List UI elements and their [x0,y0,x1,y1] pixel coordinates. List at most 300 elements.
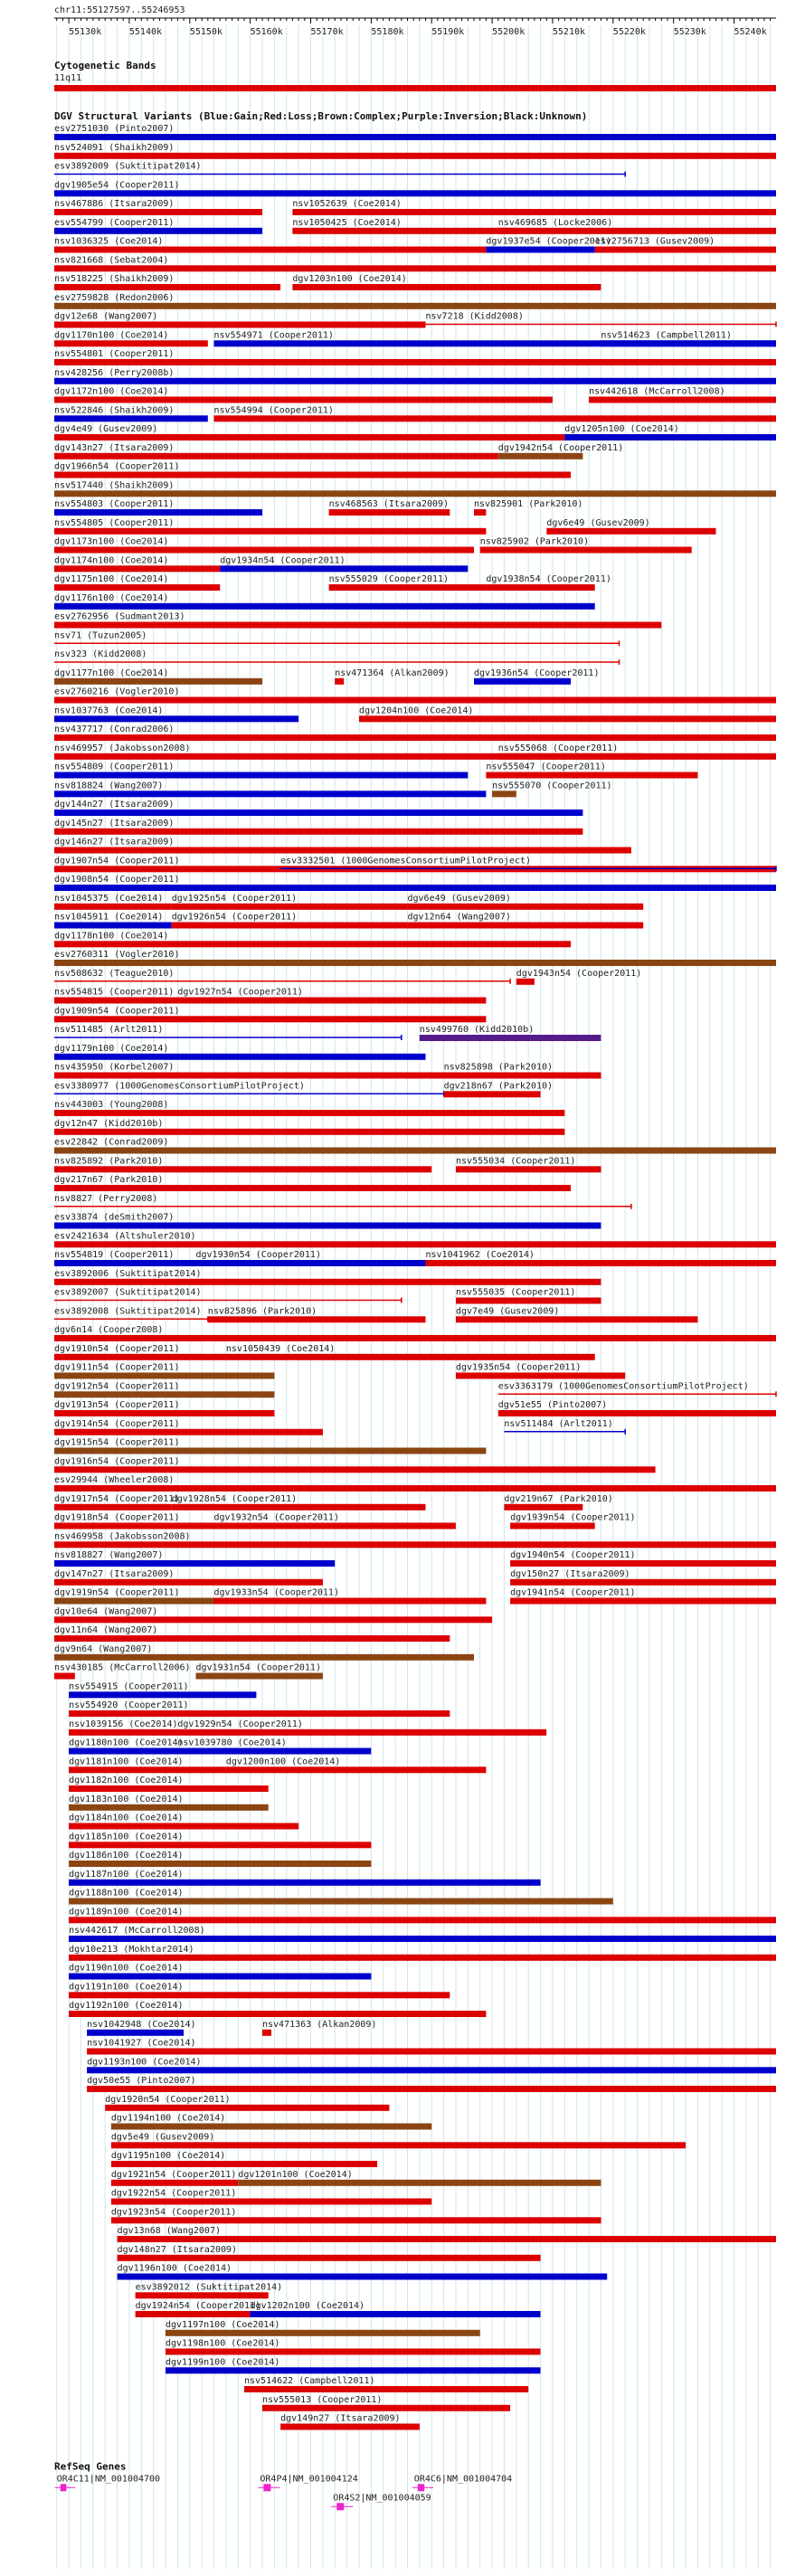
variant-bar[interactable] [177,1729,546,1736]
variant-label[interactable]: dgv10e213 (Mokhtar2014) [69,1944,194,1955]
variant-bar[interactable] [54,1410,274,1416]
variant-bar[interactable] [54,153,776,159]
variant-bar[interactable] [54,885,776,891]
variant-label[interactable]: dgv143n27 (Itsara2009) [54,442,175,453]
variant-bar[interactable] [408,923,644,929]
variant-label[interactable]: esv2751030 (Pinto2007) [54,124,175,134]
variant-label[interactable]: dgv1913n54 (Cooper2011) [54,1400,180,1410]
variant-bar[interactable] [54,678,262,685]
variant-label[interactable]: dgv1185n100 (Coe2014) [69,1832,184,1842]
gene-exon[interactable] [263,2484,270,2491]
variant-bar[interactable] [111,2180,238,2186]
variant-label[interactable]: esv3332501 (1000GenomesConsortiumPilotProject) [280,856,532,867]
variant-bar[interactable] [54,734,776,741]
variant-bar[interactable] [69,1842,371,1848]
variant-bar[interactable] [54,1560,335,1567]
variant-bar[interactable] [54,1485,776,1492]
variant-bar[interactable] [54,322,426,328]
variant-label[interactable]: esv29944 (Wheeler2008) [54,1475,175,1485]
variant-bar[interactable] [510,1523,595,1530]
variant-bar[interactable] [54,340,208,346]
variant-label[interactable]: dgv1939n54 (Cooper2011) [510,1512,636,1523]
variant-label[interactable]: dgv1911n54 (Cooper2011) [54,1362,180,1373]
variant-bar[interactable] [69,1917,776,1923]
variant-bar[interactable] [486,247,594,253]
variant-label[interactable]: dgv148n27 (Itsara2009) [117,2244,238,2255]
variant-label[interactable]: nsv554971 (Cooper2011) [213,330,334,341]
variant-label[interactable]: nsv71 (Tuzun2005) [54,630,147,641]
variant-bar[interactable] [54,472,571,478]
variant-bar[interactable] [280,2424,420,2430]
variant-label[interactable]: nsv554801 (Cooper2011) [54,349,175,359]
variant-bar[interactable] [456,1166,601,1172]
variant-bar[interactable] [54,528,486,535]
variant-bar[interactable] [54,415,208,421]
variant-label[interactable]: dgv146n27 (Itsara2009) [54,837,175,848]
variant-label[interactable]: dgv1203n100 (Coe2014) [292,274,407,284]
variant-bar[interactable] [54,622,661,629]
variant-bar[interactable] [456,1373,625,1379]
variant-bar[interactable] [54,791,486,797]
variant-label[interactable]: nsv514622 (Campbell2011) [244,2376,375,2386]
variant-bar[interactable] [214,415,777,421]
variant-label[interactable]: dgv1934n54 (Cooper2011) [220,555,346,566]
gene-label[interactable]: OR4P4|NM_001004124 [260,2474,358,2485]
variant-bar[interactable] [54,190,776,196]
variant-label[interactable]: nsv469685 (Locke2006) [497,217,613,228]
variant-bar[interactable] [408,904,644,910]
variant-label[interactable]: dgv1202n100 (Coe2014) [250,2301,365,2311]
variant-label[interactable]: nsv437717 (Conrad2006) [54,724,175,734]
variant-label[interactable]: dgv1926n54 (Cooper2011) [171,912,298,923]
variant-label[interactable]: dgv12e68 (Wang2007) [54,311,158,322]
variant-label[interactable]: esv3892007 (Suktitipat2014) [54,1287,202,1298]
variant-bar[interactable] [456,1298,601,1304]
variant-label[interactable]: dgv1188n100 (Coe2014) [69,1888,184,1899]
variant-label[interactable]: dgv4e49 (Gusev2009) [54,424,158,434]
variant-bar[interactable] [54,209,262,215]
variant-label[interactable]: nsv554819 (Cooper2011) [54,1250,175,1260]
variant-bar[interactable] [69,1823,298,1830]
variant-label[interactable]: dgv145n27 (Itsara2009) [54,818,175,829]
variant-bar[interactable] [54,998,177,1004]
variant-bar[interactable] [54,434,564,440]
variant-label[interactable]: nsv443003 (Young2008) [54,1100,169,1110]
variant-label[interactable]: dgv219n67 (Park2010) [504,1493,613,1504]
variant-label[interactable]: dgv12n64 (Wang2007) [407,912,511,923]
variant-label[interactable]: esv33874 (deSmith2007) [54,1212,175,1223]
variant-label[interactable]: nsv1041927 (Coe2014) [87,2038,196,2049]
variant-bar[interactable] [118,2255,541,2261]
variant-bar[interactable] [166,2330,480,2336]
variant-label[interactable]: dgv11n64 (Wang2007) [54,1625,158,1635]
variant-bar[interactable] [54,378,776,384]
variant-label[interactable]: nsv430185 (McCarroll2006) [54,1662,191,1673]
variant-bar[interactable] [226,1354,595,1360]
variant-bar[interactable] [214,1523,456,1530]
variant-bar[interactable] [54,715,298,722]
variant-label[interactable]: nsv1039156 (Coe2014) [69,1719,178,1729]
variant-bar[interactable] [474,678,571,685]
variant-label[interactable]: esv2760311 (Vogler2010) [54,950,180,960]
variant-label[interactable]: dgv1200n100 (Coe2014) [225,1757,341,1767]
variant-label[interactable]: dgv1917n54 (Cooper2011) [54,1493,180,1504]
variant-bar[interactable] [238,2180,601,2186]
variant-bar[interactable] [166,2349,541,2355]
variant-label[interactable]: nsv554915 (Cooper2011) [69,1681,189,1692]
variant-bar[interactable] [564,434,776,440]
variant-label[interactable]: nsv468563 (Itsara2009) [328,499,450,509]
variant-label[interactable]: dgv10e64 (Wang2007) [54,1606,158,1617]
variant-bar[interactable] [54,359,776,365]
variant-bar[interactable] [54,1504,172,1511]
variant-label[interactable]: dgv13n68 (Wang2007) [117,2226,221,2236]
variant-bar[interactable] [87,2049,776,2055]
variant-label[interactable]: dgv1196n100 (Coe2014) [117,2263,232,2274]
variant-label[interactable]: nsv471363 (Alkan2009) [262,2019,377,2030]
variant-label[interactable]: nsv555047 (Cooper2011) [486,762,606,772]
variant-bar[interactable] [54,923,172,929]
variant-label[interactable]: dgv1181n100 (Coe2014) [69,1757,184,1767]
variant-label[interactable]: nsv555070 (Cooper2011) [492,781,612,791]
variant-label[interactable]: nsv1039780 (Coe2014) [177,1738,287,1748]
variant-label[interactable]: dgv7e49 (Gusev2009) [456,1306,560,1317]
variant-label[interactable]: nsv825902 (Park2010) [479,536,590,547]
variant-label[interactable]: dgv1927n54 (Cooper2011) [177,987,303,998]
variant-label[interactable]: nsv1045911 (Coe2014) [54,912,164,923]
variant-label[interactable]: dgv150n27 (Itsara2009) [510,1568,630,1579]
variant-label[interactable]: esv2759828 (Redon2006) [54,292,175,303]
variant-label[interactable]: dgv5e49 (Gusev2009) [110,2132,215,2143]
variant-label[interactable]: nsv825896 (Park2010) [207,1306,317,1317]
variant-bar[interactable] [54,303,776,309]
variant-label[interactable]: nsv821668 (Sebat2004) [54,255,169,266]
variant-bar[interactable] [54,829,582,835]
variant-bar[interactable] [208,1316,426,1322]
variant-label[interactable]: dgv1199n100 (Coe2014) [166,2357,280,2368]
variant-label[interactable]: esv3892009 (Suktitipat2014) [54,161,202,172]
variant-bar[interactable] [54,1466,656,1473]
variant-bar[interactable] [54,1354,226,1360]
variant-bar[interactable] [54,490,776,497]
variant-label[interactable]: dgv50e55 (Pinto2007) [87,2076,196,2086]
variant-bar[interactable] [54,1110,564,1116]
variant-bar[interactable] [177,998,486,1004]
variant-label[interactable]: nsv554815 (Cooper2011) [54,987,175,998]
variant-label[interactable]: nsv554803 (Cooper2011) [54,499,175,509]
variant-bar[interactable] [69,1880,541,1886]
variant-bar[interactable] [262,2405,510,2411]
variant-label[interactable]: dgv1925n54 (Cooper2011) [171,893,298,904]
variant-bar[interactable] [359,715,776,722]
variant-label[interactable]: dgv1940n54 (Cooper2011) [510,1550,636,1560]
variant-label[interactable]: nsv1036325 (Coe2014) [54,236,164,247]
variant-bar[interactable] [69,1710,450,1717]
variant-label[interactable]: dgv1908n54 (Cooper2011) [54,875,180,885]
variant-label[interactable]: dgv1907n54 (Cooper2011) [54,856,180,867]
variant-label[interactable]: dgv1204n100 (Coe2014) [359,706,474,716]
variant-bar[interactable] [118,2274,608,2280]
variant-label[interactable]: dgv1176n100 (Coe2014) [54,592,169,603]
variant-bar[interactable] [54,1654,474,1661]
variant-bar[interactable] [292,209,776,215]
gene-label[interactable]: OR4C11|NM_001004700 [56,2474,161,2485]
variant-bar[interactable] [510,1579,776,1586]
variant-label[interactable]: esv3892006 (Suktitipat2014) [54,1268,202,1279]
variant-bar[interactable] [54,1635,450,1642]
variant-label[interactable]: dgv1186n100 (Coe2014) [69,1851,184,1861]
variant-bar[interactable] [87,2030,184,2036]
variant-bar[interactable] [54,1129,564,1135]
variant-label[interactable]: dgv1936n54 (Cooper2011) [474,668,600,678]
variant-label[interactable]: nsv499760 (Kidd2010b) [419,1025,535,1035]
variant-bar[interactable] [474,509,486,516]
variant-bar[interactable] [54,1335,776,1341]
variant-label[interactable]: dgv6n14 (Cooper2008) [54,1325,164,1335]
variant-bar[interactable] [166,2367,541,2373]
variant-label[interactable]: nsv1042948 (Coe2014) [87,2019,196,2030]
variant-label[interactable]: dgv1175n100 (Coe2014) [54,574,169,584]
variant-label[interactable]: nsv442617 (McCarroll2008) [69,1926,205,1936]
variant-label[interactable]: nsv467886 (Itsara2009) [54,199,175,209]
variant-bar[interactable] [329,584,487,591]
variant-bar[interactable] [54,1016,486,1022]
variant-bar[interactable] [54,547,474,554]
variant-label[interactable]: nsv555013 (Cooper2011) [262,2394,383,2405]
variant-label[interactable]: dgv1198n100 (Coe2014) [166,2338,280,2349]
variant-label[interactable]: dgv1915n54 (Cooper2011) [54,1437,180,1448]
variant-label[interactable]: dgv1937e54 (Cooper2011) [486,236,611,247]
variant-label[interactable]: dgv1932n54 (Cooper2011) [213,1512,339,1523]
variant-bar[interactable] [426,1260,777,1266]
variant-label[interactable]: nsv825892 (Park2010) [54,1156,164,1167]
variant-bar[interactable] [54,265,776,271]
variant-bar[interactable] [480,547,692,554]
variant-bar[interactable] [54,247,486,253]
variant-bar[interactable] [486,584,594,591]
variant-label[interactable]: dgv1923n54 (Cooper2011) [110,2207,237,2218]
variant-label[interactable]: nsv554809 (Cooper2011) [54,762,175,772]
variant-label[interactable]: dgv6e49 (Gusev2009) [546,517,650,528]
variant-label[interactable]: nsv323 (Kidd2008) [54,649,147,659]
variant-label[interactable]: esv22842 (Conrad2009) [54,1137,169,1148]
variant-label[interactable]: dgv1935n54 (Cooper2011) [456,1362,582,1373]
variant-bar[interactable] [54,1616,492,1623]
variant-label[interactable]: dgv1916n54 (Cooper2011) [54,1456,180,1467]
variant-label[interactable]: nsv818827 (Wang2007) [54,1550,164,1560]
variant-bar[interactable] [172,904,408,910]
variant-bar[interactable] [196,1260,426,1266]
variant-label[interactable]: dgv1201n100 (Coe2014) [238,2169,353,2180]
variant-bar[interactable] [136,2311,251,2317]
variant-bar[interactable] [54,134,776,140]
variant-bar[interactable] [69,1861,371,1867]
variant-label[interactable]: dgv1914n54 (Cooper2011) [54,1418,180,1429]
variant-label[interactable]: dgv1170n100 (Coe2014) [54,330,169,341]
gene-label[interactable]: OR4C6|NM_001004704 [413,2474,513,2485]
variant-bar[interactable] [54,697,776,704]
variant-bar[interactable] [498,228,776,234]
variant-bar[interactable] [546,528,715,535]
variant-label[interactable]: dgv1189n100 (Coe2014) [69,1907,184,1918]
variant-label[interactable]: nsv555035 (Cooper2011) [456,1287,576,1298]
variant-label[interactable]: nsv435950 (Korbel2007) [54,1062,175,1073]
variant-bar[interactable] [69,1729,177,1736]
variant-label[interactable]: nsv428256 (Perry2008b) [54,367,175,378]
variant-label[interactable]: nsv825901 (Park2010) [474,499,583,509]
variant-label[interactable]: dgv1928n54 (Cooper2011) [171,1493,298,1504]
variant-bar[interactable] [486,772,697,779]
variant-label[interactable]: esv3363179 (1000GenomesConsortiumPilotProject) [497,1381,749,1392]
variant-bar[interactable] [329,509,450,516]
variant-bar[interactable] [444,1091,541,1097]
variant-label[interactable]: dgv1193n100 (Coe2014) [87,2057,202,2068]
variant-label[interactable]: dgv1931n54 (Cooper2011) [195,1662,321,1673]
variant-bar[interactable] [69,1785,269,1792]
variant-label[interactable]: dgv1919n54 (Cooper2011) [54,1587,180,1598]
variant-bar[interactable] [510,1598,776,1605]
variant-bar[interactable] [516,979,535,985]
variant-bar[interactable] [54,509,262,516]
variant-label[interactable]: dgv1205n100 (Coe2014) [564,424,679,434]
variant-label[interactable]: nsv818824 (Wang2007) [54,781,164,791]
variant-label[interactable]: dgv1943n54 (Cooper2011) [516,968,642,979]
variant-bar[interactable] [54,397,553,403]
variant-bar[interactable] [54,848,631,854]
variant-label[interactable]: nsv555034 (Cooper2011) [456,1156,576,1167]
variant-bar[interactable] [69,1974,371,1980]
variant-label[interactable]: dgv144n27 (Itsara2009) [54,800,175,810]
variant-label[interactable]: dgv1192n100 (Coe2014) [69,2001,184,2011]
variant-bar[interactable] [69,1899,613,1905]
variant-label[interactable]: nsv522846 (Shaikh2009) [54,405,175,416]
variant-bar[interactable] [111,2217,601,2223]
variant-bar[interactable] [54,1223,601,1229]
variant-label[interactable]: dgv1179n100 (Coe2014) [54,1043,169,1054]
variant-bar[interactable] [54,584,220,591]
variant-label[interactable]: nsv8827 (Perry2008) [54,1193,158,1204]
variant-label[interactable]: dgv1183n100 (Coe2014) [69,1794,184,1804]
variant-bar[interactable] [226,1766,487,1773]
variant-label[interactable]: dgv1195n100 (Coe2014) [110,2151,226,2161]
variant-label[interactable]: dgv1918n54 (Cooper2011) [54,1512,180,1523]
variant-bar[interactable] [111,2142,686,2148]
variant-label[interactable]: esv3892008 (Suktitipat2014) [54,1306,202,1317]
variant-bar[interactable] [54,603,595,610]
variant-bar[interactable] [54,1391,274,1397]
variant-label[interactable]: nsv511485 (Arlt2011) [54,1025,164,1035]
variant-label[interactable]: dgv149n27 (Itsara2009) [280,2413,401,2424]
variant-label[interactable]: dgv1190n100 (Coe2014) [69,1963,184,1974]
gene-exon[interactable] [61,2484,67,2491]
gene-feature[interactable] [331,2493,431,2510]
variant-label[interactable]: dgv1922n54 (Cooper2011) [110,2188,237,2199]
gene-exon[interactable] [418,2484,424,2491]
variant-bar[interactable] [54,1523,214,1530]
variant-bar[interactable] [498,1410,776,1416]
variant-label[interactable]: dgv12n47 (Kidd2010b) [54,1118,164,1129]
variant-bar[interactable] [69,1992,450,1998]
variant-label[interactable]: nsv442618 (McCarroll2008) [589,386,725,397]
variant-label[interactable]: dgv1941n54 (Cooper2011) [510,1587,636,1598]
variant-label[interactable]: dgv9n64 (Wang2007) [54,1643,153,1654]
variant-label[interactable]: nsv825898 (Park2010) [443,1062,554,1073]
variant-label[interactable]: nsv554920 (Cooper2011) [69,1700,189,1710]
variant-bar[interactable] [69,1691,256,1698]
variant-label[interactable]: nsv469957 (Jakobsson2008) [54,743,191,753]
variant-bar[interactable] [69,1766,226,1773]
variant-bar[interactable] [136,2292,269,2298]
variant-bar[interactable] [54,1373,274,1379]
variant-label[interactable]: nsv508632 (Teague2010) [54,968,175,979]
variant-bar[interactable] [54,941,571,947]
variant-label[interactable]: dgv1173n100 (Coe2014) [54,536,169,547]
gene-feature[interactable] [412,2474,512,2491]
variant-bar[interactable] [105,2105,389,2111]
variant-label[interactable]: dgv1172n100 (Coe2014) [54,386,169,397]
variant-bar[interactable] [87,2086,776,2092]
variant-bar[interactable] [54,904,172,910]
variant-bar[interactable] [54,565,220,572]
variant-label[interactable]: dgv1966n54 (Cooper2011) [54,461,180,472]
variant-label[interactable]: dgv1929n54 (Cooper2011) [177,1719,303,1729]
variant-label[interactable]: dgv1938n54 (Cooper2011) [486,574,611,584]
variant-label[interactable]: nsv1037763 (Coe2014) [54,706,164,716]
variant-bar[interactable] [54,1541,776,1548]
variant-label[interactable]: nsv1050439 (Coe2014) [225,1343,336,1354]
variant-label[interactable]: dgv1187n100 (Coe2014) [69,1869,184,1880]
variant-label[interactable]: nsv555029 (Cooper2011) [328,574,450,584]
variant-label[interactable]: dgv1910n54 (Cooper2011) [54,1343,180,1354]
variant-bar[interactable] [54,810,582,816]
variant-bar[interactable] [69,2011,486,2017]
variant-bar[interactable] [54,1279,601,1285]
variant-bar[interactable] [118,2236,776,2242]
variant-label[interactable]: nsv555068 (Cooper2011) [497,743,619,753]
variant-bar[interactable] [54,1185,571,1191]
variant-label[interactable]: dgv6e49 (Gusev2009) [407,893,511,904]
variant-bar[interactable] [595,247,776,253]
variant-label[interactable]: dgv1178n100 (Coe2014) [54,931,169,942]
variant-label[interactable]: nsv554994 (Cooper2011) [213,405,334,416]
variant-label[interactable]: dgv1933n54 (Cooper2011) [213,1587,339,1598]
variant-bar[interactable] [292,284,601,290]
variant-bar[interactable] [214,1598,487,1605]
variant-bar[interactable] [456,1316,697,1322]
variant-bar[interactable] [54,1673,75,1680]
variant-label[interactable]: dgv51e55 (Pinto2007) [497,1400,608,1410]
variant-label[interactable]: nsv524091 (Shaikh2009) [54,142,175,153]
variant-label[interactable]: dgv1920n54 (Cooper2011) [105,2094,231,2105]
variant-bar[interactable] [335,678,344,685]
gene-feature[interactable] [258,2474,357,2491]
variant-label[interactable]: dgv218n67 (Park2010) [443,1081,554,1092]
variant-bar[interactable] [492,791,516,797]
variant-bar[interactable] [251,2311,541,2317]
variant-label[interactable]: dgv1930n54 (Cooper2011) [195,1250,321,1260]
variant-bar[interactable] [54,1579,323,1586]
variant-label[interactable]: dgv1921n54 (Cooper2011) [110,2169,237,2180]
variant-label[interactable]: dgv217n67 (Park2010) [54,1175,164,1185]
variant-label[interactable]: dgv1180n100 (Coe2014) [69,1738,184,1748]
variant-label[interactable]: dgv1184n100 (Coe2014) [69,1813,184,1823]
variant-label[interactable]: esv554799 (Cooper2011) [54,217,175,228]
gene-feature[interactable] [55,2474,160,2491]
variant-label[interactable]: nsv554805 (Cooper2011) [54,517,175,528]
variant-label[interactable]: esv2421634 (Altshuler2010) [54,1231,196,1242]
variant-bar[interactable] [87,2067,776,2073]
variant-label[interactable]: nsv1052639 (Coe2014) [292,199,402,209]
